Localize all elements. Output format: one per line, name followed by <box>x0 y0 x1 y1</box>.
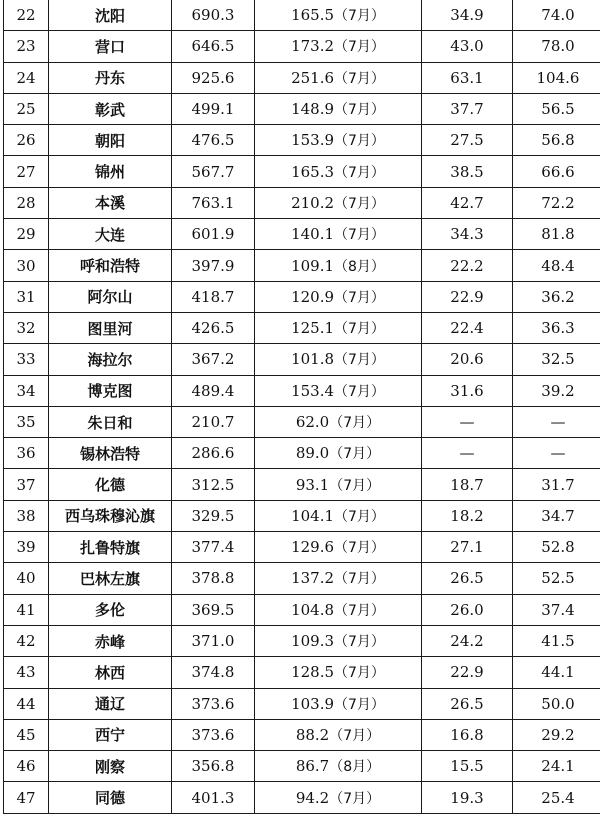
value-a-cell: 37.7 <box>422 93 513 124</box>
row-number-cell: 26 <box>4 125 49 156</box>
row-number-cell: 37 <box>4 469 49 500</box>
annual-value-cell: 377.4 <box>172 532 255 563</box>
station-name-cell: 海拉尔 <box>49 344 172 375</box>
month-label: （7月） <box>334 102 385 119</box>
table-row <box>4 93 600 124</box>
annual-value-cell: 426.5 <box>172 312 255 343</box>
month-label: （7月） <box>334 289 385 306</box>
max-value: 94.2 <box>295 788 330 807</box>
value-a-cell: 16.8 <box>422 719 513 750</box>
value-b-cell: 36.2 <box>513 281 600 312</box>
value-a-cell: 19.3 <box>422 782 513 813</box>
max-month-value-cell <box>255 719 422 750</box>
value-a-cell: 26.5 <box>422 563 513 594</box>
max-value: 153.4 <box>291 381 335 400</box>
month-label: （7月） <box>334 195 385 212</box>
value-a-cell: 15.5 <box>422 751 513 782</box>
value-b-cell: 48.4 <box>513 250 600 281</box>
value-b-cell: 78.0 <box>513 31 600 62</box>
table-row <box>4 281 600 312</box>
value-b-cell: 24.1 <box>513 751 600 782</box>
max-month-value-cell <box>255 219 422 250</box>
station-name-cell: 图里河 <box>49 312 172 343</box>
month-label: （7月） <box>334 571 385 588</box>
value-a-cell: 42.7 <box>422 187 513 218</box>
row-number-cell: 34 <box>4 375 49 406</box>
month-label: （7月） <box>334 227 385 244</box>
max-value: 251.6 <box>291 68 335 87</box>
table-row <box>4 187 600 218</box>
table-row <box>4 375 600 406</box>
annual-value-cell: 601.9 <box>172 219 255 250</box>
max-month-value-cell <box>255 187 422 218</box>
value-b-cell: 81.8 <box>513 219 600 250</box>
annual-value-cell: 378.8 <box>172 563 255 594</box>
table-row <box>4 344 600 375</box>
value-a-cell: — <box>422 406 513 437</box>
value-a-cell: 27.5 <box>422 125 513 156</box>
max-month-value-cell <box>255 62 422 93</box>
station-name-cell: 锦州 <box>49 156 172 187</box>
annual-value-cell: 397.9 <box>172 250 255 281</box>
max-value: 148.9 <box>291 100 335 119</box>
month-label: （7月） <box>329 446 381 463</box>
station-name-cell: 刚察 <box>49 751 172 782</box>
max-value: 165.5 <box>291 6 335 25</box>
station-name-cell: 通辽 <box>49 688 172 719</box>
table-row <box>4 406 600 437</box>
month-label: （7月） <box>334 383 385 400</box>
month-label: （7月） <box>334 8 385 25</box>
table-row <box>4 219 600 250</box>
annual-value-cell: 373.6 <box>172 719 255 750</box>
row-number-cell: 22 <box>4 0 49 31</box>
value-b-cell: 39.2 <box>513 375 600 406</box>
row-number-cell: 25 <box>4 93 49 124</box>
annual-value-cell: 373.6 <box>172 688 255 719</box>
value-b-cell: 52.8 <box>513 532 600 563</box>
value-b-cell: 72.2 <box>513 187 600 218</box>
station-name-cell: 西乌珠穆沁旗 <box>49 500 172 531</box>
table-row <box>4 719 600 750</box>
annual-value-cell: 476.5 <box>172 125 255 156</box>
row-number-cell: 46 <box>4 751 49 782</box>
value-a-cell: 34.9 <box>422 0 513 31</box>
max-value: 86.7 <box>295 757 330 776</box>
table-row <box>4 469 600 500</box>
annual-value-cell: 646.5 <box>172 31 255 62</box>
station-name-cell: 博克图 <box>49 375 172 406</box>
max-month-value-cell <box>255 250 422 281</box>
value-a-cell: 31.6 <box>422 375 513 406</box>
station-name-cell: 阿尔山 <box>49 281 172 312</box>
table-row <box>4 594 600 625</box>
max-month-value-cell <box>255 0 422 31</box>
month-label: （7月） <box>329 727 381 744</box>
month-label: （7月） <box>329 415 381 431</box>
station-name-cell: 扎鲁特旗 <box>49 532 172 563</box>
month-label: （8月） <box>329 759 381 776</box>
max-value: 103.9 <box>291 694 335 713</box>
table-row <box>4 31 600 62</box>
max-value: 129.6 <box>291 538 335 557</box>
max-value: 104.1 <box>291 506 335 525</box>
row-number-cell: 24 <box>4 62 49 93</box>
station-name-cell: 朝阳 <box>49 125 172 156</box>
value-a-cell: 20.6 <box>422 344 513 375</box>
month-label: （7月） <box>334 634 385 651</box>
annual-value-cell: 312.5 <box>172 469 255 500</box>
annual-value-cell: 499.1 <box>172 93 255 124</box>
value-b-cell: 104.6 <box>513 62 600 93</box>
max-month-value-cell <box>255 782 422 813</box>
value-b-cell: 56.8 <box>513 125 600 156</box>
row-number-cell: 35 <box>4 406 49 437</box>
value-b-cell: 41.5 <box>513 625 600 656</box>
max-value: 88.2 <box>295 725 330 744</box>
row-number-cell: 23 <box>4 31 49 62</box>
max-month-value-cell <box>255 375 422 406</box>
month-label: （7月） <box>334 602 385 619</box>
table-body <box>4 0 600 813</box>
row-number-cell: 39 <box>4 532 49 563</box>
max-value: 93.1 <box>295 475 330 494</box>
table-row <box>4 625 600 656</box>
value-b-cell: 32.5 <box>513 344 600 375</box>
station-name-cell: 大连 <box>49 219 172 250</box>
value-a-cell: 34.3 <box>422 219 513 250</box>
max-month-value-cell <box>255 532 422 563</box>
station-name-cell: 多伦 <box>49 594 172 625</box>
station-name-cell: 呼和浩特 <box>49 250 172 281</box>
annual-value-cell: 367.2 <box>172 344 255 375</box>
month-label: （7月） <box>329 477 381 494</box>
value-a-cell: 22.9 <box>422 281 513 312</box>
station-name-cell: 沈阳 <box>49 0 172 31</box>
table-row <box>4 563 600 594</box>
value-b-cell: 34.7 <box>513 500 600 531</box>
month-label: （7月） <box>334 352 385 369</box>
annual-value-cell: 374.8 <box>172 657 255 688</box>
month-label: （7月） <box>334 696 385 713</box>
station-name-cell: 营口 <box>49 31 172 62</box>
value-b-cell: 50.0 <box>513 688 600 719</box>
month-label: （7月） <box>329 790 381 807</box>
month-label: （7月） <box>334 665 385 682</box>
max-value: 104.8 <box>291 600 335 619</box>
max-month-value-cell <box>255 563 422 594</box>
month-label: （7月） <box>334 540 385 557</box>
max-value: 125.1 <box>291 319 335 338</box>
value-b-cell: — <box>513 438 600 469</box>
table-row <box>4 62 600 93</box>
value-a-cell: — <box>422 438 513 469</box>
row-number-cell: 27 <box>4 156 49 187</box>
table-row <box>4 438 600 469</box>
max-month-value-cell <box>255 469 422 500</box>
row-number-cell: 47 <box>4 782 49 813</box>
station-name-cell: 同德 <box>49 782 172 813</box>
station-name-cell: 西宁 <box>49 719 172 750</box>
value-b-cell: 31.7 <box>513 469 600 500</box>
max-value: 120.9 <box>291 287 335 306</box>
table-row <box>4 250 600 281</box>
station-name-cell: 巴林左旗 <box>49 563 172 594</box>
max-month-value-cell <box>255 657 422 688</box>
max-month-value-cell <box>255 500 422 531</box>
annual-value-cell: 356.8 <box>172 751 255 782</box>
annual-value-cell: 329.5 <box>172 500 255 531</box>
row-number-cell: 29 <box>4 219 49 250</box>
row-number-cell: 33 <box>4 344 49 375</box>
row-number-cell: 41 <box>4 594 49 625</box>
month-label: （8月） <box>334 258 385 275</box>
max-value: 137.2 <box>291 569 335 588</box>
table-row <box>4 500 600 531</box>
value-b-cell: 25.4 <box>513 782 600 813</box>
max-value: 89.0 <box>295 444 330 463</box>
annual-value-cell: 210.7 <box>172 406 255 437</box>
station-name-cell: 朱日和 <box>49 406 172 437</box>
month-label: （7月） <box>334 164 385 181</box>
value-b-cell: 74.0 <box>513 0 600 31</box>
table-row <box>4 0 600 31</box>
max-value: 173.2 <box>291 37 335 56</box>
value-b-cell: 29.2 <box>513 719 600 750</box>
value-b-cell: 44.1 <box>513 657 600 688</box>
annual-value-cell: 567.7 <box>172 156 255 187</box>
table-row <box>4 657 600 688</box>
max-month-value-cell <box>255 688 422 719</box>
value-a-cell: 43.0 <box>422 31 513 62</box>
max-month-value-cell <box>255 594 422 625</box>
value-a-cell: 18.2 <box>422 500 513 531</box>
annual-value-cell: 925.6 <box>172 62 255 93</box>
annual-value-cell: 369.5 <box>172 594 255 625</box>
value-a-cell: 22.4 <box>422 312 513 343</box>
value-a-cell: 22.9 <box>422 657 513 688</box>
max-value: 128.5 <box>291 663 335 682</box>
max-month-value-cell <box>255 751 422 782</box>
station-name-cell: 彰武 <box>49 93 172 124</box>
annual-value-cell: 371.0 <box>172 625 255 656</box>
max-value: 210.2 <box>291 193 335 212</box>
value-a-cell: 18.7 <box>422 469 513 500</box>
table-row <box>4 125 600 156</box>
value-b-cell: 37.4 <box>513 594 600 625</box>
value-a-cell: 26.5 <box>422 688 513 719</box>
max-month-value-cell <box>255 438 422 469</box>
value-a-cell: 38.5 <box>422 156 513 187</box>
max-month-value-cell <box>255 281 422 312</box>
table-row <box>4 782 600 813</box>
month-label: （7月） <box>334 508 385 525</box>
max-month-value-cell <box>255 156 422 187</box>
month-label: （7月） <box>334 133 385 150</box>
station-name-cell: 赤峰 <box>49 625 172 656</box>
value-b-cell: 66.6 <box>513 156 600 187</box>
annual-value-cell: 489.4 <box>172 375 255 406</box>
precipitation-table <box>3 0 600 814</box>
value-b-cell: 52.5 <box>513 563 600 594</box>
station-name-cell: 本溪 <box>49 187 172 218</box>
max-month-value-cell <box>255 93 422 124</box>
row-number-cell: 40 <box>4 563 49 594</box>
max-month-value-cell <box>255 406 422 437</box>
station-name-cell: 锡林浩特 <box>49 438 172 469</box>
max-value: 101.8 <box>291 350 335 369</box>
max-value: 62.0 <box>295 413 330 431</box>
row-number-cell: 42 <box>4 625 49 656</box>
value-a-cell: 24.2 <box>422 625 513 656</box>
max-month-value-cell <box>255 31 422 62</box>
annual-value-cell: 763.1 <box>172 187 255 218</box>
max-value: 109.3 <box>291 632 335 651</box>
month-label: （7月） <box>334 321 385 338</box>
value-b-cell: — <box>513 406 600 437</box>
max-value: 140.1 <box>291 225 335 244</box>
station-name-cell: 化德 <box>49 469 172 500</box>
value-b-cell: 36.3 <box>513 312 600 343</box>
table-row <box>4 688 600 719</box>
month-label: （7月） <box>334 70 385 87</box>
station-name-cell: 林西 <box>49 657 172 688</box>
row-number-cell: 36 <box>4 438 49 469</box>
row-number-cell: 28 <box>4 187 49 218</box>
table-row <box>4 156 600 187</box>
month-label: （7月） <box>334 39 385 56</box>
row-number-cell: 31 <box>4 281 49 312</box>
max-month-value-cell <box>255 312 422 343</box>
annual-value-cell: 401.3 <box>172 782 255 813</box>
table-row <box>4 751 600 782</box>
row-number-cell: 38 <box>4 500 49 531</box>
row-number-cell: 44 <box>4 688 49 719</box>
row-number-cell: 43 <box>4 657 49 688</box>
row-number-cell: 45 <box>4 719 49 750</box>
annual-value-cell: 418.7 <box>172 281 255 312</box>
station-name-cell: 丹东 <box>49 62 172 93</box>
table-row <box>4 532 600 563</box>
table-row <box>4 312 600 343</box>
value-a-cell: 63.1 <box>422 62 513 93</box>
max-month-value-cell <box>255 344 422 375</box>
max-month-value-cell <box>255 125 422 156</box>
row-number-cell: 32 <box>4 312 49 343</box>
value-a-cell: 22.2 <box>422 250 513 281</box>
max-value: 109.1 <box>291 256 335 275</box>
data-table-page <box>3 0 597 836</box>
row-number-cell: 30 <box>4 250 49 281</box>
max-value: 153.9 <box>291 131 335 150</box>
annual-value-cell: 690.3 <box>172 0 255 31</box>
value-a-cell: 27.1 <box>422 532 513 563</box>
max-value: 165.3 <box>291 162 335 181</box>
annual-value-cell: 286.6 <box>172 438 255 469</box>
max-month-value-cell <box>255 625 422 656</box>
value-a-cell: 26.0 <box>422 594 513 625</box>
value-b-cell: 56.5 <box>513 93 600 124</box>
